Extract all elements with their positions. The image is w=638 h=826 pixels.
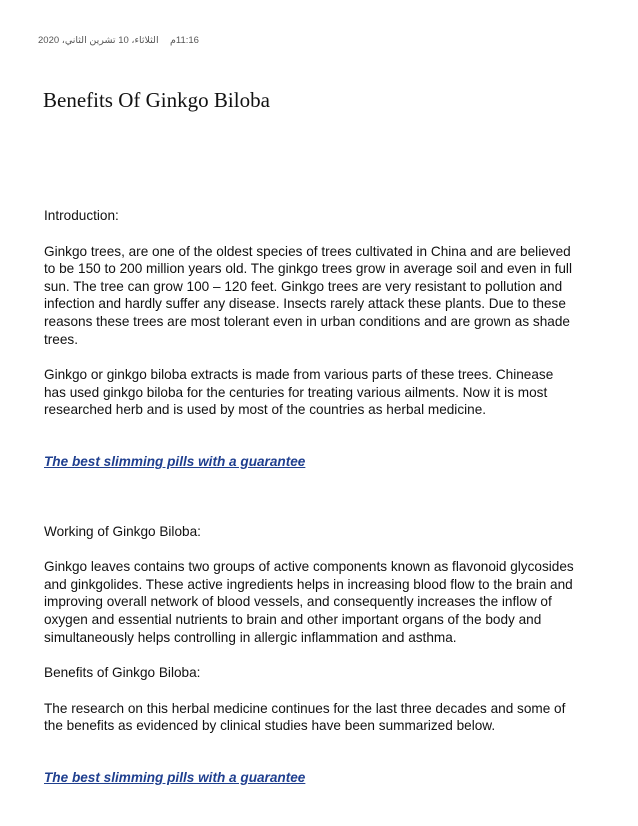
benefits-heading: Benefits of Ginkgo Biloba: xyxy=(44,665,201,681)
spacer xyxy=(44,540,574,558)
spacer xyxy=(44,471,574,523)
spacer xyxy=(44,646,574,664)
working-paragraph: Ginkgo leaves contains two groups of active components known as flavonoid glycosides and ginkgolides. These active ingredients helps in increasing blood flow to the brain and improving overall network of blood vessels, and consequently increases the inflow of oxygen and essential nutrients to brain and other important organs of the body and simultaneously helps controlling in allergic inflammation and asthma. xyxy=(44,559,574,645)
spacer xyxy=(44,682,574,700)
intro-paragraph-2: Ginkgo or ginkgo biloba extracts is made from various parts of these trees. Chinease has used ginkgo biloba for the centuries for treating various ailments. Now it is most researched herb and is used by most of the countries as herbal medicine. xyxy=(44,367,554,418)
spacer xyxy=(44,348,574,366)
print-header xyxy=(38,33,218,49)
promo-link-1[interactable]: The best slimming pills with a guarantee xyxy=(44,453,306,469)
intro-heading: Introduction: xyxy=(44,208,119,223)
print-date: الثلاثاء، 10 تشرين الثاني، 2020 xyxy=(38,35,159,46)
promo-link-2[interactable]: The best slimming pills with a guarantee xyxy=(44,769,306,785)
print-time: 11:16م xyxy=(170,35,199,46)
benefits-paragraph: The research on this herbal medicine continues for the last three decades and some of the benefits as evidenced by clinical studies have been summarized below. xyxy=(44,700,566,734)
spacer xyxy=(44,735,574,769)
article-body xyxy=(44,207,574,786)
page-title: Benefits Of Ginkgo Biloba xyxy=(43,88,270,112)
spacer xyxy=(44,419,574,453)
intro-paragraph-1: Ginkgo trees, are one of the oldest species of trees cultivated in China and are believed to be 150 to 200 million years old. The ginkgo trees grow in average soil and even in full sun. The tree can grow 100 – 120 feet. Ginkgo trees are very resistant to pollution and infection and hardly suffer any disease. Insects rarely attack these plants. Due to these reasons these trees are most tolerant even in urban conditions and are grown as shade trees. xyxy=(44,243,572,347)
spacer xyxy=(44,225,574,243)
working-heading: Working of Ginkgo Biloba: xyxy=(44,523,201,539)
